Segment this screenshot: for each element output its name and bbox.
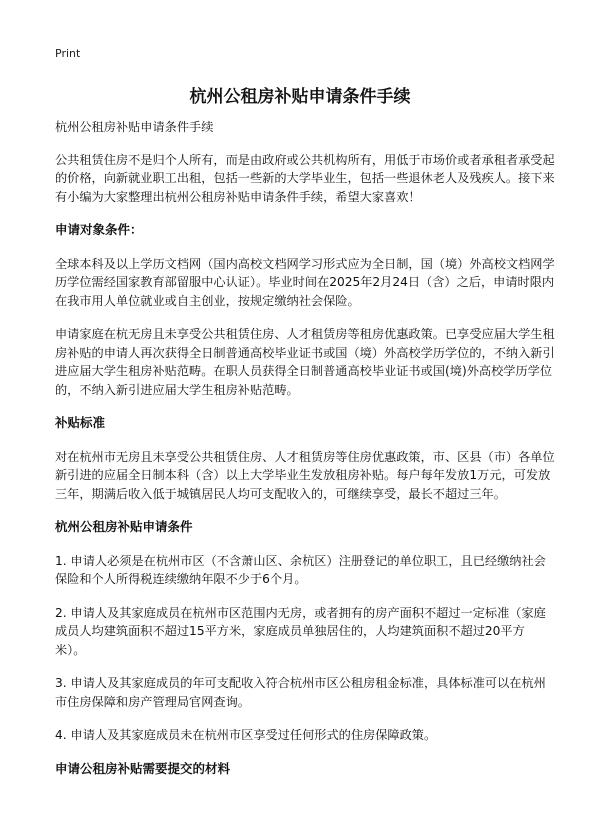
- condition-item-1: 1. 申请人必须是在杭州市区（不含萧山区、余杭区）注册登记的单位职工，且已经缴纳社会保险和个人所得税连续缴纳年限不少于6个月。: [55, 553, 546, 586]
- subsidy-standard-paragraph: 对在杭州市无房且未享受公共租赁住房、人才租赁房等住房优惠政策，市、区县（市）各单位新引进的应届全日制本科（含）以上大学毕业生发放租房补贴。每户每年发放1万元，可发放三年，期满后收入低于城镇居民人均可支配收入的，可继续享受，最长不超过三年。: [55, 449, 555, 501]
- section-heading-application-conditions: 杭州公租房补贴申请条件: [55, 519, 193, 534]
- print-link[interactable]: Print: [55, 47, 81, 60]
- section-heading-subsidy-standard: 补贴标准: [55, 415, 106, 430]
- eligibility-paragraph-2: 申请家庭在杭无房且未享受公共租赁住房、人才租赁房等租房优惠政策。已享受应届大学生租房补贴的申请人再次获得全日制普通高校毕业证书或国（境）外高校学历学位的，不纳入新引进应届大学生租房补贴范畴。在职人员获得全日制普通高校毕业证书或国(境)外高校学历学位的，不纳入新引进应届大学生租房补贴范畴。: [55, 327, 555, 397]
- condition-item-2: 2. 申请人及其家庭成员在杭州市区范围内无房，或者拥有的房产面积不超过一定标准（家庭成员人均建筑面积不超过15平方米，家庭成员单独居住的，人均建筑面积不超过20平方米）。: [55, 605, 546, 657]
- condition-item-4: 4. 申请人及其家庭成员未在杭州市区享受过任何形式的住房保障政策。: [55, 728, 437, 742]
- eligibility-paragraph-1: 全球本科及以上学历文档网（国内高校文档网学习形式应为全日制，国（境）外高校文档网学历学位需经国家教育部留服中心认证）。毕业时间在2025年2月24日（含）之后，申请时限内在我市用人单位就业或自主创业，按规定缴纳社会保险。: [55, 256, 555, 308]
- intro-paragraph: 公共租赁住房不是归个人所有，而是由政府或公共机构所有，用低于市场价或者承租者承受起的价格，向新就业职工出租，包括一些新的大学毕业生，包括一些退休老人及残疾人。接下来有小编为大家整理出杭州公租房补贴申请条件手续，希望大家喜欢！: [55, 152, 555, 204]
- page-title: 杭州公租房补贴申请条件手续: [189, 87, 411, 107]
- article-body: [55, 118, 555, 793]
- section-heading-eligibility: 申请对象条件：: [55, 222, 143, 237]
- article-subtitle: 杭州公租房补贴申请条件手续: [55, 120, 214, 134]
- section-heading-required-materials: 申请公租房补贴需要提交的材料: [55, 760, 231, 776]
- condition-item-3: 3. 申请人及其家庭成员的年可支配收入符合杭州市区公租房租金标准，具体标准可以在杭州市住房保障和房产管理局官网查询。: [55, 676, 546, 709]
